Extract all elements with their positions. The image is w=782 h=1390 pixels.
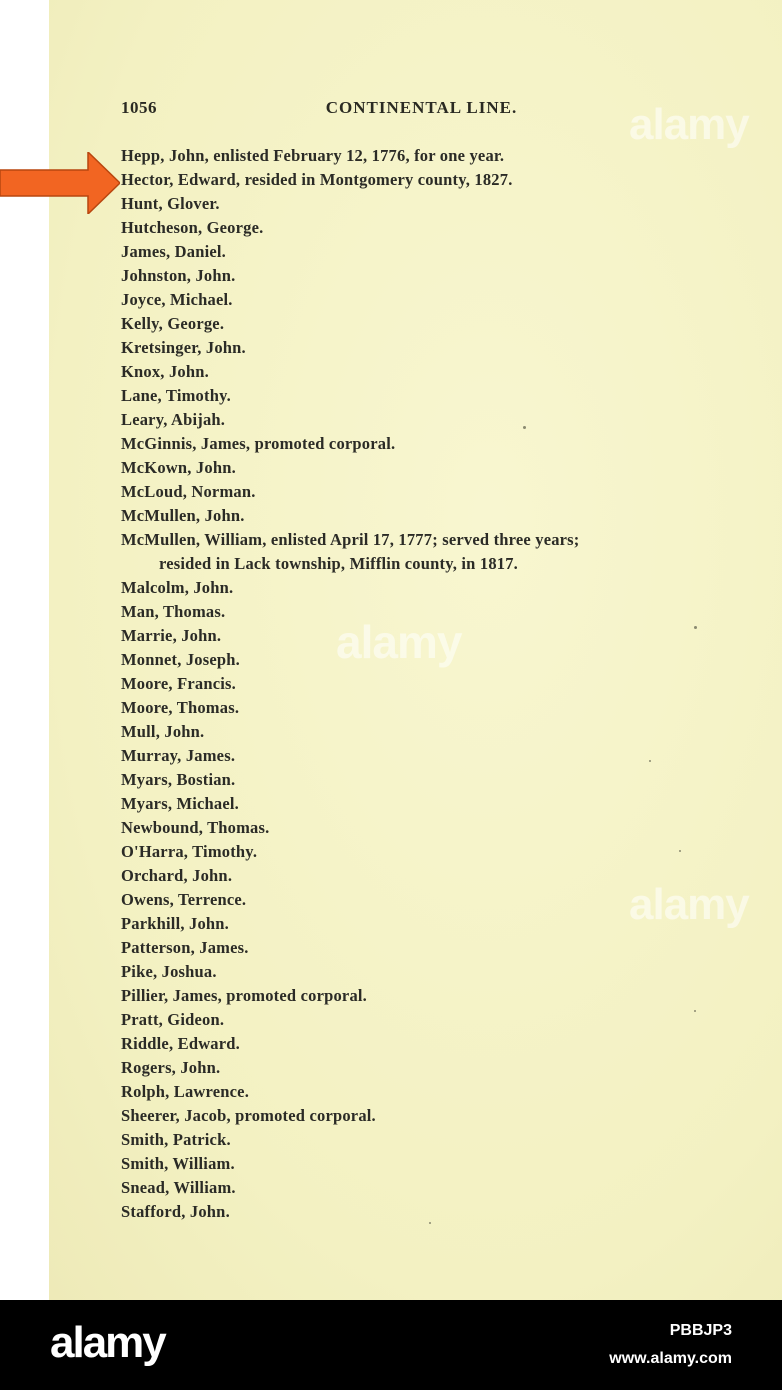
- roster-entry: James, Daniel.: [121, 242, 226, 261]
- roster-entry: Parkhill, John.: [121, 914, 229, 933]
- roster-entry: Lane, Timothy.: [121, 386, 231, 405]
- roster-entry: Pratt, Gideon.: [121, 1010, 225, 1029]
- roster-entry: Malcolm, John.: [121, 578, 234, 597]
- image-id: PBBJP3: [669, 1322, 732, 1339]
- roster-entry: Kelly, George.: [121, 314, 225, 333]
- print-speck: [523, 426, 526, 429]
- roster-entry: Owens, Terrence.: [121, 890, 247, 909]
- roster-entry: Snead, William.: [121, 1178, 236, 1197]
- roster-entry: McGinnis, James, promoted corporal.: [121, 434, 396, 453]
- roster-entry-continuation: resided in Lack township, Mifflin county, in 1817.: [159, 554, 519, 573]
- roster-entry: Marrie, John.: [121, 626, 222, 645]
- roster-entry: Orchard, John.: [121, 866, 233, 885]
- roster-entry: Hunt, Glover.: [121, 194, 220, 213]
- roster-entry: McMullen, John.: [121, 506, 245, 525]
- print-speck: [694, 626, 697, 629]
- watermark: alamy: [629, 100, 749, 149]
- roster-list: [121, 144, 741, 1224]
- print-speck: [679, 850, 681, 852]
- roster-entry: McLoud, Norman.: [121, 482, 256, 501]
- roster-entry: Patterson, James.: [121, 938, 249, 957]
- roster-entry: Pillier, James, promoted corporal.: [121, 986, 368, 1005]
- roster-entry: Moore, Thomas.: [121, 698, 240, 717]
- roster-entry: Kretsinger, John.: [121, 338, 246, 357]
- brand-logo: alamy: [50, 1318, 165, 1367]
- roster-entry: Leary, Abijah.: [121, 410, 226, 429]
- roster-entry: Hutcheson, George.: [121, 218, 264, 237]
- roster-entry: Sheerer, Jacob, promoted corporal.: [121, 1106, 376, 1125]
- roster-entry: Myars, Michael.: [121, 794, 240, 813]
- roster-entry: Hector, Edward, resided in Montgomery county, 1827.: [121, 170, 513, 189]
- roster-entry: Newbound, Thomas.: [121, 818, 270, 837]
- roster-entry: Myars, Bostian.: [121, 770, 236, 789]
- roster-entry: O'Harra, Timothy.: [121, 842, 258, 861]
- roster-entry: McMullen, William, enlisted April 17, 1777; served three years;: [121, 530, 580, 549]
- roster-entry: Rolph, Lawrence.: [121, 1082, 250, 1101]
- watermark: alamy: [629, 880, 749, 929]
- watermark: alamy: [336, 616, 462, 668]
- roster-entry: Rogers, John.: [121, 1058, 221, 1077]
- roster-entry: Johnston, John.: [121, 266, 236, 285]
- roster-entry: Monnet, Joseph.: [121, 650, 240, 669]
- roster-entry: Mull, John.: [121, 722, 205, 741]
- running-title: CONTINENTAL LINE.: [325, 98, 518, 117]
- scanned-page: [49, 0, 782, 1300]
- roster-entry: Moore, Francis.: [121, 674, 236, 693]
- print-speck: [694, 1010, 696, 1012]
- stock-footer: [0, 1300, 782, 1390]
- roster-entry: McKown, John.: [121, 458, 236, 477]
- arrow-right-icon: [0, 152, 120, 214]
- page-number: 1056: [121, 98, 157, 117]
- print-speck: [649, 760, 651, 762]
- roster-entry: Man, Thomas.: [121, 602, 226, 621]
- roster-entry: Knox, John.: [121, 362, 209, 381]
- stock-url: www.alamy.com: [609, 1350, 732, 1367]
- roster-entry: Murray, James.: [121, 746, 236, 765]
- roster-entry: Smith, William.: [121, 1154, 235, 1173]
- roster-entry: Hepp, John, enlisted February 12, 1776, for one year.: [121, 146, 505, 165]
- roster-entry: Smith, Patrick.: [121, 1130, 231, 1149]
- roster-entry: Joyce, Michael.: [121, 290, 233, 309]
- roster-entry: Riddle, Edward.: [121, 1034, 240, 1053]
- roster-entry: Pike, Joshua.: [121, 962, 217, 981]
- roster-entry: Stafford, John.: [121, 1202, 230, 1221]
- print-speck: [429, 1222, 431, 1224]
